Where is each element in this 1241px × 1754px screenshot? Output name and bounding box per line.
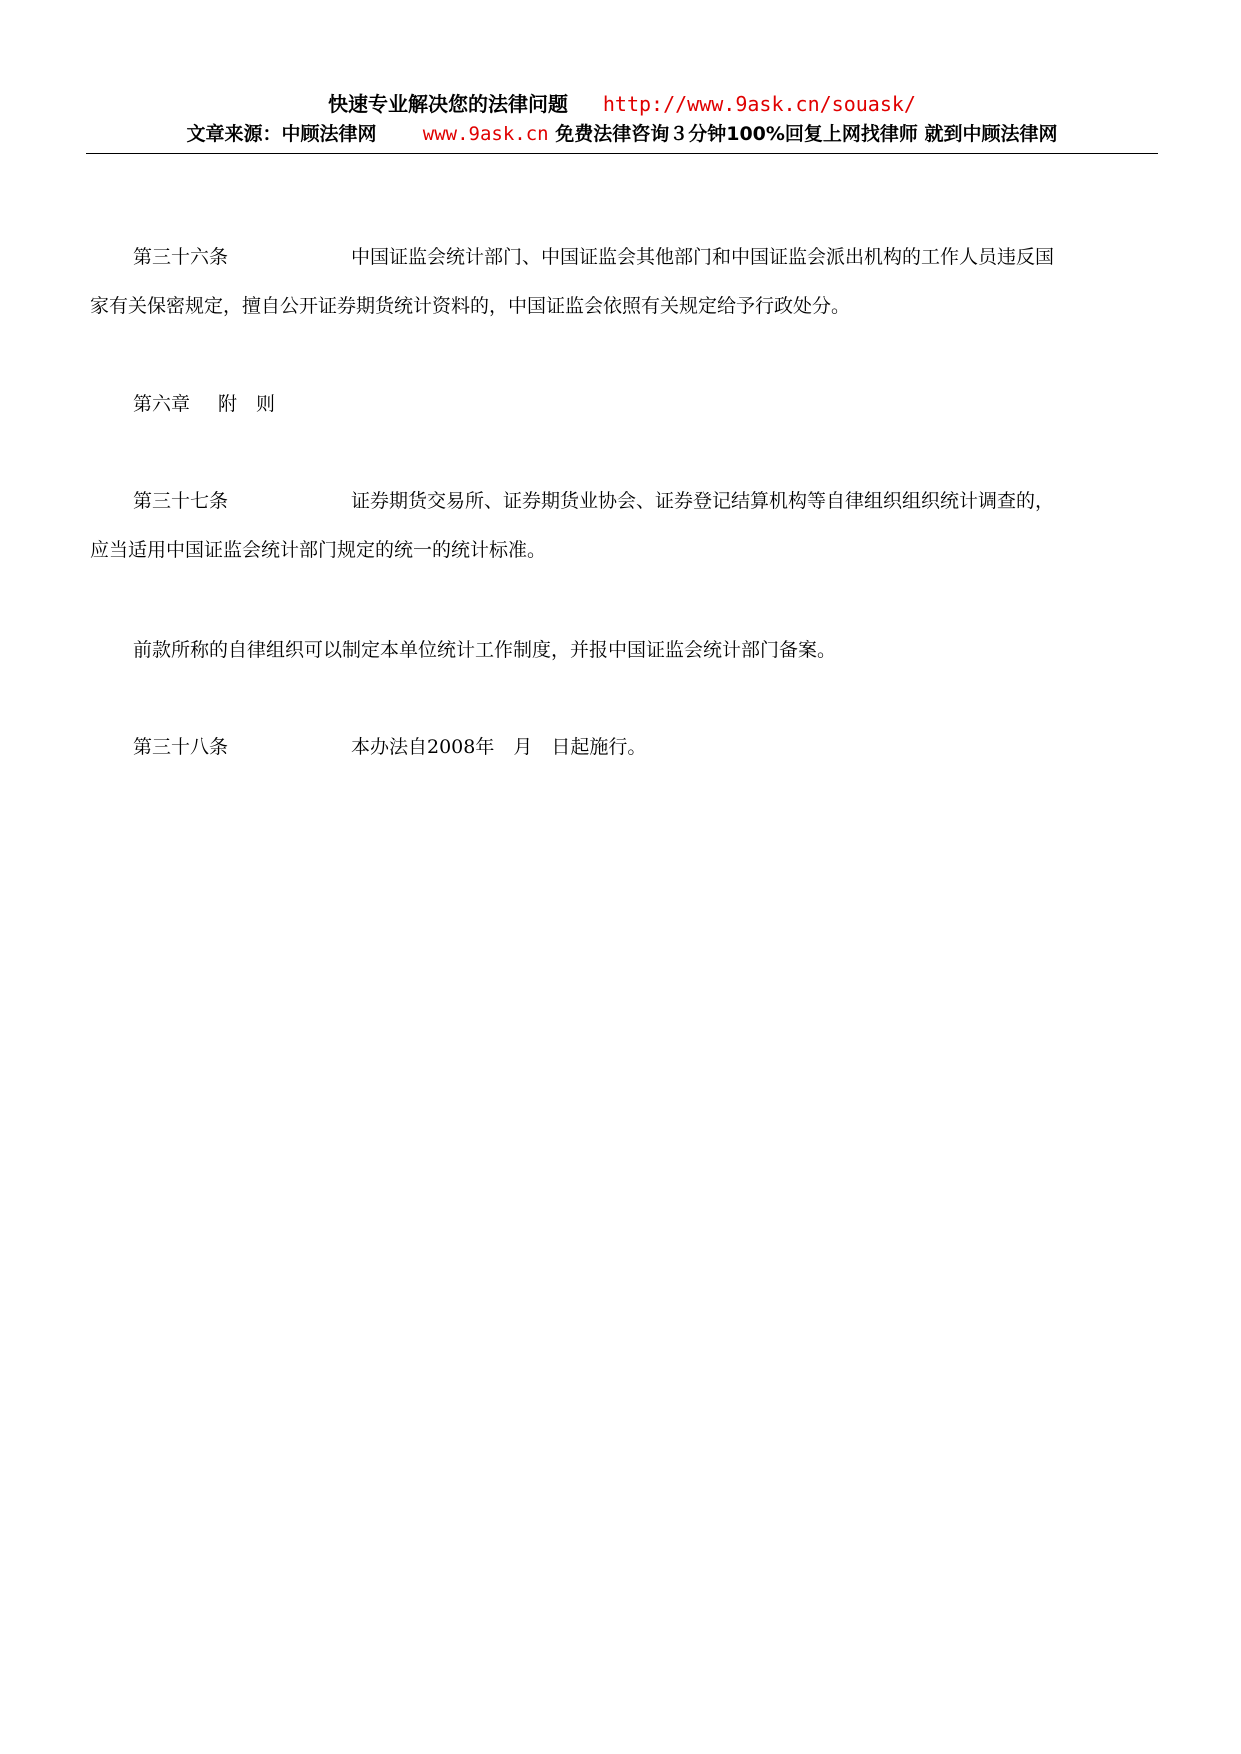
article-36-text-2: 家有关保密规定，擅自公开证券期货统计资料的，中国证监会依照有关规定给予行政处分。 — [90, 295, 851, 317]
article-36-line-1 — [90, 233, 1168, 282]
header-slogan: 快速专业解决您的法律问题 — [328, 92, 569, 116]
article-38-number: 第三十八条 — [133, 736, 229, 758]
header-promo: 免费法律咨询３分钟100%回复上网找律师 就到中顾法律网 — [555, 123, 1058, 145]
header-source-label: 文章来源：中顾法律网 — [186, 123, 377, 145]
header-url-link[interactable]: http://www.9ask.cn/souask/ — [602, 92, 916, 116]
header-site-link[interactable]: www.9ask.cn — [422, 123, 549, 145]
article-38 — [90, 723, 1211, 772]
page-header — [86, 90, 1158, 148]
article-36-number: 第三十六条 — [133, 246, 229, 268]
article-37-text-1: 证券期货交易所、证券期货业协会、证券登记结算机构等自律组织组织统计调查的， — [351, 490, 1055, 512]
article-36 — [90, 233, 1168, 331]
article-37-number: 第三十七条 — [133, 490, 229, 512]
article-36-text-1: 中国证监会统计部门、中国证监会其他部门和中国证监会派出机构的工作人员违反国 — [351, 246, 1055, 268]
article-38-text: 本办法自2008年 月 日起施行。 — [351, 736, 647, 758]
header-line-2 — [86, 120, 1158, 148]
chapter-6-title: 附 则 — [218, 393, 276, 415]
article-37-text-2: 应当适用中国证监会统计部门规定的统一的统计标准。 — [90, 539, 547, 561]
header-divider — [86, 153, 1158, 154]
chapter-6-heading — [90, 380, 1211, 429]
article-37 — [90, 477, 1168, 575]
article-37-line-1 — [90, 477, 1168, 526]
header-line-1 — [86, 90, 1158, 118]
chapter-6-number: 第六章 — [133, 393, 191, 415]
article-37-paragraph-2: 前款所称的自律组织可以制定本单位统计工作制度，并报中国证监会统计部门备案。 — [133, 639, 837, 661]
